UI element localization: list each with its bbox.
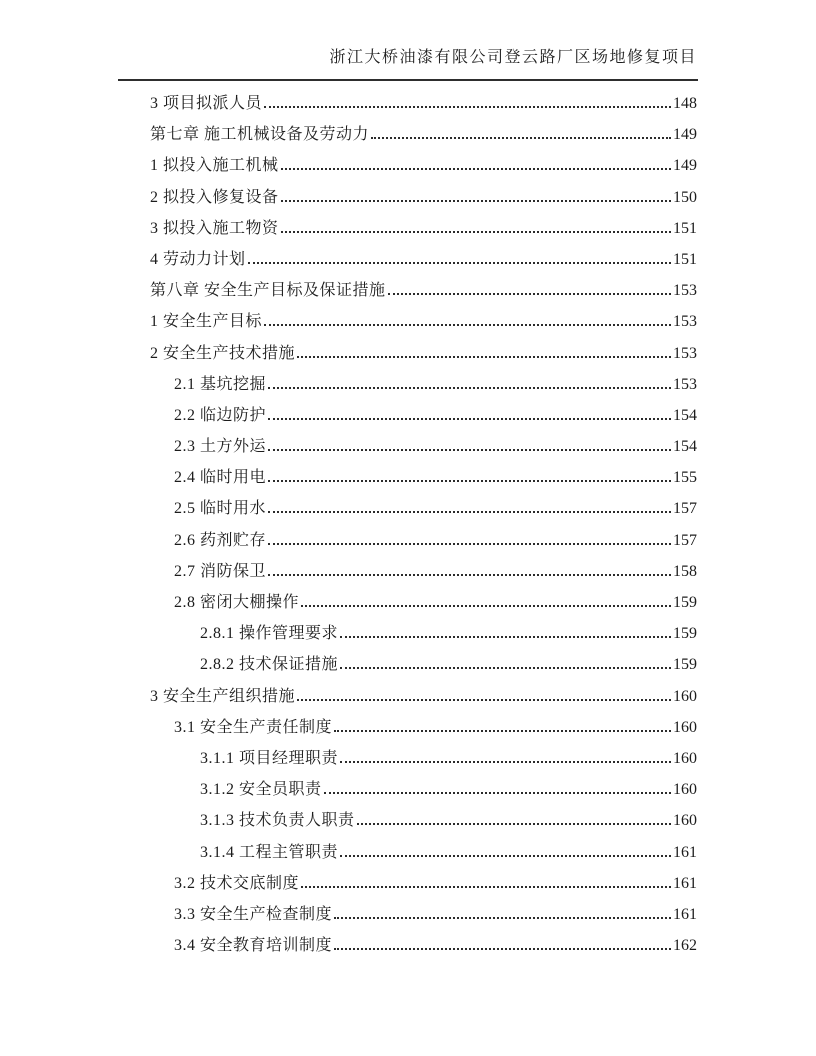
toc-entry[interactable] bbox=[150, 431, 697, 462]
toc-entry-page: 153 bbox=[673, 344, 697, 362]
toc-entry[interactable] bbox=[150, 712, 697, 743]
toc-entry-label: 3 拟投入施工物资 bbox=[150, 219, 279, 237]
toc-entry-page: 160 bbox=[673, 718, 697, 736]
toc-entry-label: 2.1 基坑挖掘 bbox=[174, 375, 267, 393]
toc-entry[interactable] bbox=[150, 119, 697, 150]
dot-leader bbox=[301, 602, 671, 607]
toc-entry-label: 2.6 药剂贮存 bbox=[174, 531, 267, 549]
toc-entry-label: 2.3 土方外运 bbox=[174, 438, 267, 456]
dot-leader bbox=[297, 696, 671, 701]
toc-entry-page: 155 bbox=[673, 469, 697, 487]
header-rule bbox=[118, 79, 698, 81]
toc-entry[interactable] bbox=[150, 556, 697, 587]
dot-leader bbox=[371, 134, 671, 139]
toc-entry-page: 153 bbox=[673, 375, 697, 393]
toc-entry-label: 3.4 安全教育培训制度 bbox=[174, 937, 333, 955]
page-header bbox=[118, 44, 697, 67]
toc-entry-label: 3.3 安全生产检查制度 bbox=[174, 905, 333, 923]
dot-leader bbox=[268, 384, 671, 389]
toc-entry[interactable] bbox=[150, 618, 697, 649]
toc-entry[interactable] bbox=[150, 930, 697, 961]
toc-entry-page: 153 bbox=[673, 282, 697, 300]
toc-entry-page: 148 bbox=[673, 95, 697, 112]
toc-entry-label: 3 安全生产组织措施 bbox=[150, 687, 296, 705]
dot-leader bbox=[268, 446, 671, 451]
dot-leader bbox=[357, 820, 671, 825]
dot-leader bbox=[301, 883, 671, 888]
toc-entry-page: 162 bbox=[673, 937, 697, 955]
toc-entry-page: 150 bbox=[673, 188, 697, 206]
dot-leader bbox=[334, 914, 671, 919]
toc-entry-label: 3.1.1 项目经理职责 bbox=[200, 749, 339, 767]
toc-entry-page: 160 bbox=[673, 781, 697, 799]
toc-entry-label: 3.1.2 安全员职责 bbox=[200, 781, 322, 799]
toc-entry[interactable] bbox=[150, 150, 697, 181]
toc-entry[interactable] bbox=[150, 244, 697, 275]
toc-entry-label: 2 安全生产技术措施 bbox=[150, 344, 296, 362]
toc-entry[interactable] bbox=[150, 369, 697, 400]
toc-entry-label: 2.8.2 技术保证措施 bbox=[200, 656, 339, 674]
toc-entry-label: 1 安全生产目标 bbox=[150, 313, 263, 331]
toc-entry-page: 161 bbox=[673, 905, 697, 923]
dot-leader bbox=[297, 353, 671, 358]
toc-entry[interactable] bbox=[150, 275, 697, 306]
dot-leader bbox=[340, 633, 671, 638]
toc-entry-page: 151 bbox=[673, 219, 697, 237]
toc-entry-label: 3.1.4 工程主管职责 bbox=[200, 843, 339, 861]
toc-entry-label: 2.2 临边防护 bbox=[174, 406, 267, 424]
toc-entry-page: 159 bbox=[673, 625, 697, 643]
toc-entry[interactable] bbox=[150, 837, 697, 868]
toc-entry-label: 2.8 密闭大棚操作 bbox=[174, 594, 300, 611]
dot-leader bbox=[388, 290, 671, 295]
toc-entry-label: 3 项目拟派人员 bbox=[150, 95, 263, 112]
toc-entry-label: 2.4 临时用电 bbox=[174, 469, 267, 487]
dot-leader bbox=[248, 259, 671, 264]
dot-leader bbox=[281, 228, 671, 233]
dot-leader bbox=[281, 165, 671, 170]
toc-entry-label: 4 劳动力计划 bbox=[150, 250, 246, 268]
dot-leader bbox=[268, 540, 671, 545]
dot-leader bbox=[340, 852, 671, 857]
toc-entry-page: 157 bbox=[673, 531, 697, 549]
toc-entry[interactable] bbox=[150, 525, 697, 556]
dot-leader bbox=[334, 945, 671, 950]
toc-entry[interactable] bbox=[150, 743, 697, 774]
toc-entry-page: 151 bbox=[673, 250, 697, 268]
toc-entry-label: 第八章 安全生产目标及保证措施 bbox=[150, 282, 386, 300]
dot-leader bbox=[268, 415, 671, 420]
toc-entry[interactable] bbox=[150, 306, 697, 337]
dot-leader bbox=[334, 727, 671, 732]
toc-entry-page: 161 bbox=[673, 874, 697, 892]
toc-entry-page: 153 bbox=[673, 313, 697, 331]
toc-entry-page: 149 bbox=[673, 126, 697, 144]
toc-entry-page: 158 bbox=[673, 562, 697, 580]
dot-leader bbox=[264, 321, 671, 326]
toc-entry[interactable] bbox=[150, 338, 697, 369]
toc-entry[interactable] bbox=[150, 493, 697, 524]
toc-entry[interactable] bbox=[150, 649, 697, 680]
header-title: 浙江大桥油漆有限公司登云路厂区场地修复项目 bbox=[329, 49, 697, 66]
toc-entry-page: 159 bbox=[673, 656, 697, 674]
toc-list bbox=[150, 88, 697, 961]
toc-entry-page: 160 bbox=[673, 749, 697, 767]
dot-leader bbox=[340, 758, 671, 763]
toc-entry-page: 160 bbox=[673, 812, 697, 830]
toc-entry-page: 154 bbox=[673, 406, 697, 424]
toc-entry-label: 2.5 临时用水 bbox=[174, 500, 267, 518]
toc-entry-label: 3.1 安全生产责任制度 bbox=[174, 718, 333, 736]
toc-entry[interactable] bbox=[150, 899, 697, 930]
toc-entry-label: 3.1.3 技术负责人职责 bbox=[200, 812, 355, 830]
toc-entry[interactable] bbox=[150, 681, 697, 712]
dot-leader bbox=[281, 197, 671, 202]
toc-entry-page: 154 bbox=[673, 438, 697, 456]
toc-entry-label: 3.2 技术交底制度 bbox=[174, 874, 300, 892]
toc-entry-label: 1 拟投入施工机械 bbox=[150, 157, 279, 175]
toc-entry-page: 159 bbox=[673, 594, 697, 611]
toc-entry-page: 160 bbox=[673, 687, 697, 705]
toc-entry-page: 161 bbox=[673, 843, 697, 861]
dot-leader bbox=[264, 103, 671, 108]
dot-leader bbox=[324, 789, 671, 794]
toc-entry[interactable] bbox=[150, 213, 697, 244]
toc-entry-page: 157 bbox=[673, 500, 697, 518]
toc-entry[interactable] bbox=[150, 805, 697, 836]
dot-leader bbox=[268, 477, 671, 482]
toc-entry[interactable] bbox=[150, 400, 697, 431]
dot-leader bbox=[268, 508, 671, 513]
dot-leader bbox=[340, 664, 671, 669]
toc-entry-label: 第七章 施工机械设备及劳动力 bbox=[150, 126, 370, 144]
toc-entry[interactable] bbox=[150, 88, 697, 119]
toc-entry[interactable] bbox=[150, 868, 697, 899]
toc-entry-label: 2 拟投入修复设备 bbox=[150, 188, 279, 206]
toc-entry-label: 2.8.1 操作管理要求 bbox=[200, 625, 339, 643]
toc-entry[interactable] bbox=[150, 182, 697, 213]
toc-entry[interactable] bbox=[150, 462, 697, 493]
toc-entry-label: 2.7 消防保卫 bbox=[174, 562, 267, 580]
dot-leader bbox=[268, 571, 671, 576]
toc-entry-page: 149 bbox=[673, 157, 697, 175]
toc-entry[interactable] bbox=[150, 587, 697, 618]
toc-entry[interactable] bbox=[150, 774, 697, 805]
